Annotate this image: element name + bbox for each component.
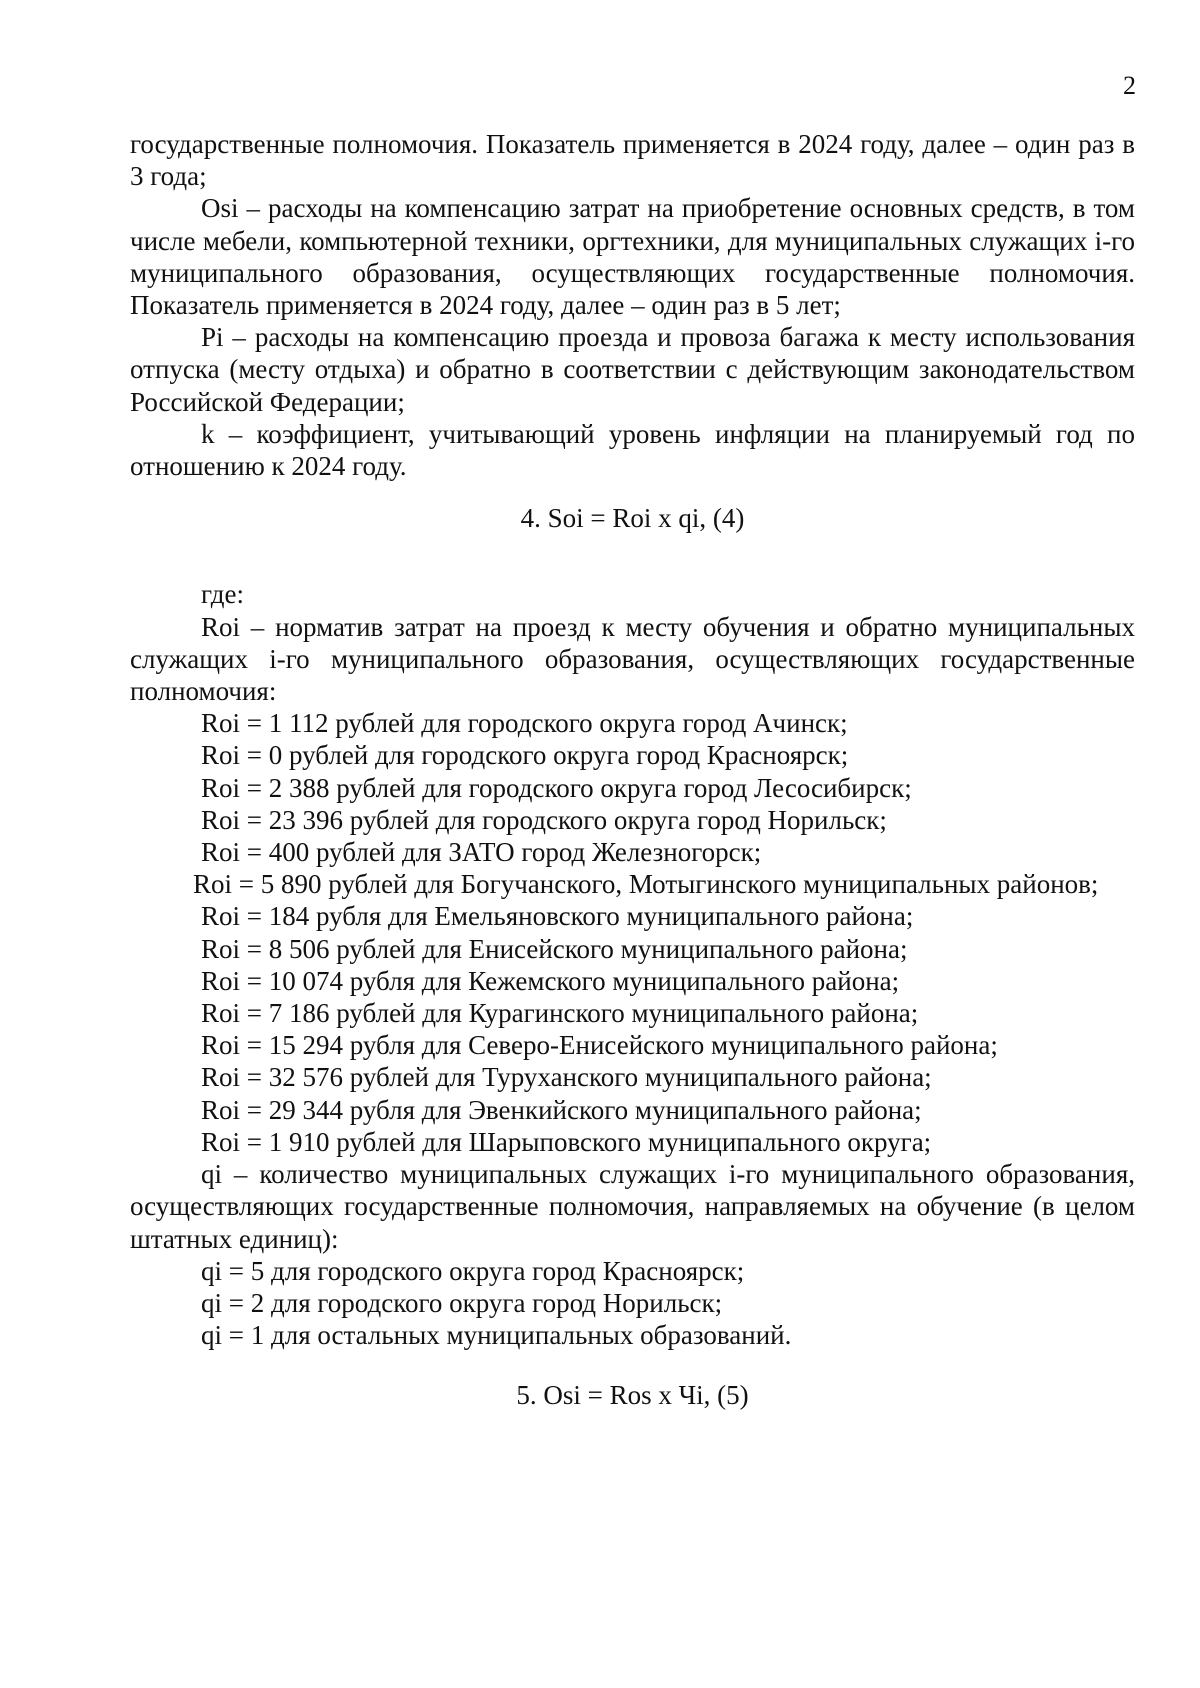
roi-item: Roi = 1 910 рублей для Шарыповского муниципального округа; <box>201 1126 932 1157</box>
roi-item: Roi = 32 576 рублей для Туруханского муниципального района; <box>201 1062 932 1093</box>
roi-item: Roi = 23 396 рублей для городского округа город Норильск; <box>201 804 887 835</box>
where-label: где: <box>201 579 244 610</box>
roi-item: Roi = 8 506 рублей для Енисейского муниципального района; <box>201 933 908 964</box>
paragraph-roi-definition: Roi – норматив затрат на проезд к месту обучения и обратно муниципальных служащих i-го муниципального образования, осуществляющих государственные полномочия: <box>130 611 1135 707</box>
formula-4: 4. Soi = Roi x qi, (4) <box>520 503 745 534</box>
roi-item: Roi = 1 112 рублей для городского округа город Ачинск; <box>201 708 848 739</box>
formula-5: 5. Osi = Ros x Чi, (5) <box>516 1380 749 1411</box>
roi-item: Roi = 184 рубля для Емельяновского муниципального района; <box>201 901 914 932</box>
qi-item: qi = 5 для городского округа город Красноярск; <box>201 1255 745 1286</box>
roi-item: Roi = 0 рублей для городского округа город Красноярск; <box>201 740 849 771</box>
roi-item: Roi = 15 294 рубля для Северо-Енисейского муниципального района; <box>201 1030 998 1061</box>
roi-item: Roi = 29 344 рубля для Эвенкийского муниципального района; <box>201 1094 922 1125</box>
qi-item: qi = 1 для остальных муниципальных образований. <box>201 1320 792 1351</box>
document-body <box>130 128 1135 1412</box>
roi-item: Roi = 2 388 рублей для городского округа город Лесосибирск; <box>201 772 912 803</box>
paragraph-qi-definition: qi – количество муниципальных служащих i-го муниципального образования, осуществляющих государственные полномочия, направляемых на обучение (в целом штатных единиц): <box>130 1159 1135 1254</box>
roi-item: Roi = 400 рублей для ЗАТО город Железногорск; <box>201 837 762 868</box>
paragraph-continuation: государственные полномочия. Показатель применяется в 2024 году, далее – один раз в 3 года; <box>130 129 1135 192</box>
qi-item: qi = 2 для городского округа город Норильск; <box>201 1287 723 1318</box>
paragraph-pi: Pi – расходы на компенсацию проезда и провоза багажа к месту использования отпуска (месту отдыха) и обратно в соответствии с действующим законодательством Российской Федерации; <box>130 322 1135 417</box>
roi-item: Roi = 10 074 рубля для Кежемского муниципального района; <box>201 965 900 996</box>
paragraph-osi: Osi – расходы на компенсацию затрат на приобретение основных средств, в том числе мебели, компьютерной техники, оргтехники, для муниципальных служащих i-го муниципального образования, осуществляющих государственные полномочия. Показатель применяется в 2024 году, далее – один раз в 5 лет; <box>130 193 1135 321</box>
roi-item: Roi = 5 890 рублей для Богучанского, Мотыгинского муниципальных районов; <box>193 869 1099 900</box>
roi-item: Roi = 7 186 рублей для Курагинского муниципального района; <box>201 998 919 1029</box>
page-number: 2 <box>1123 71 1136 100</box>
paragraph-k: k – коэффициент, учитывающий уровень инфляции на планируемый год по отношению к 2024 году. <box>130 418 1135 482</box>
